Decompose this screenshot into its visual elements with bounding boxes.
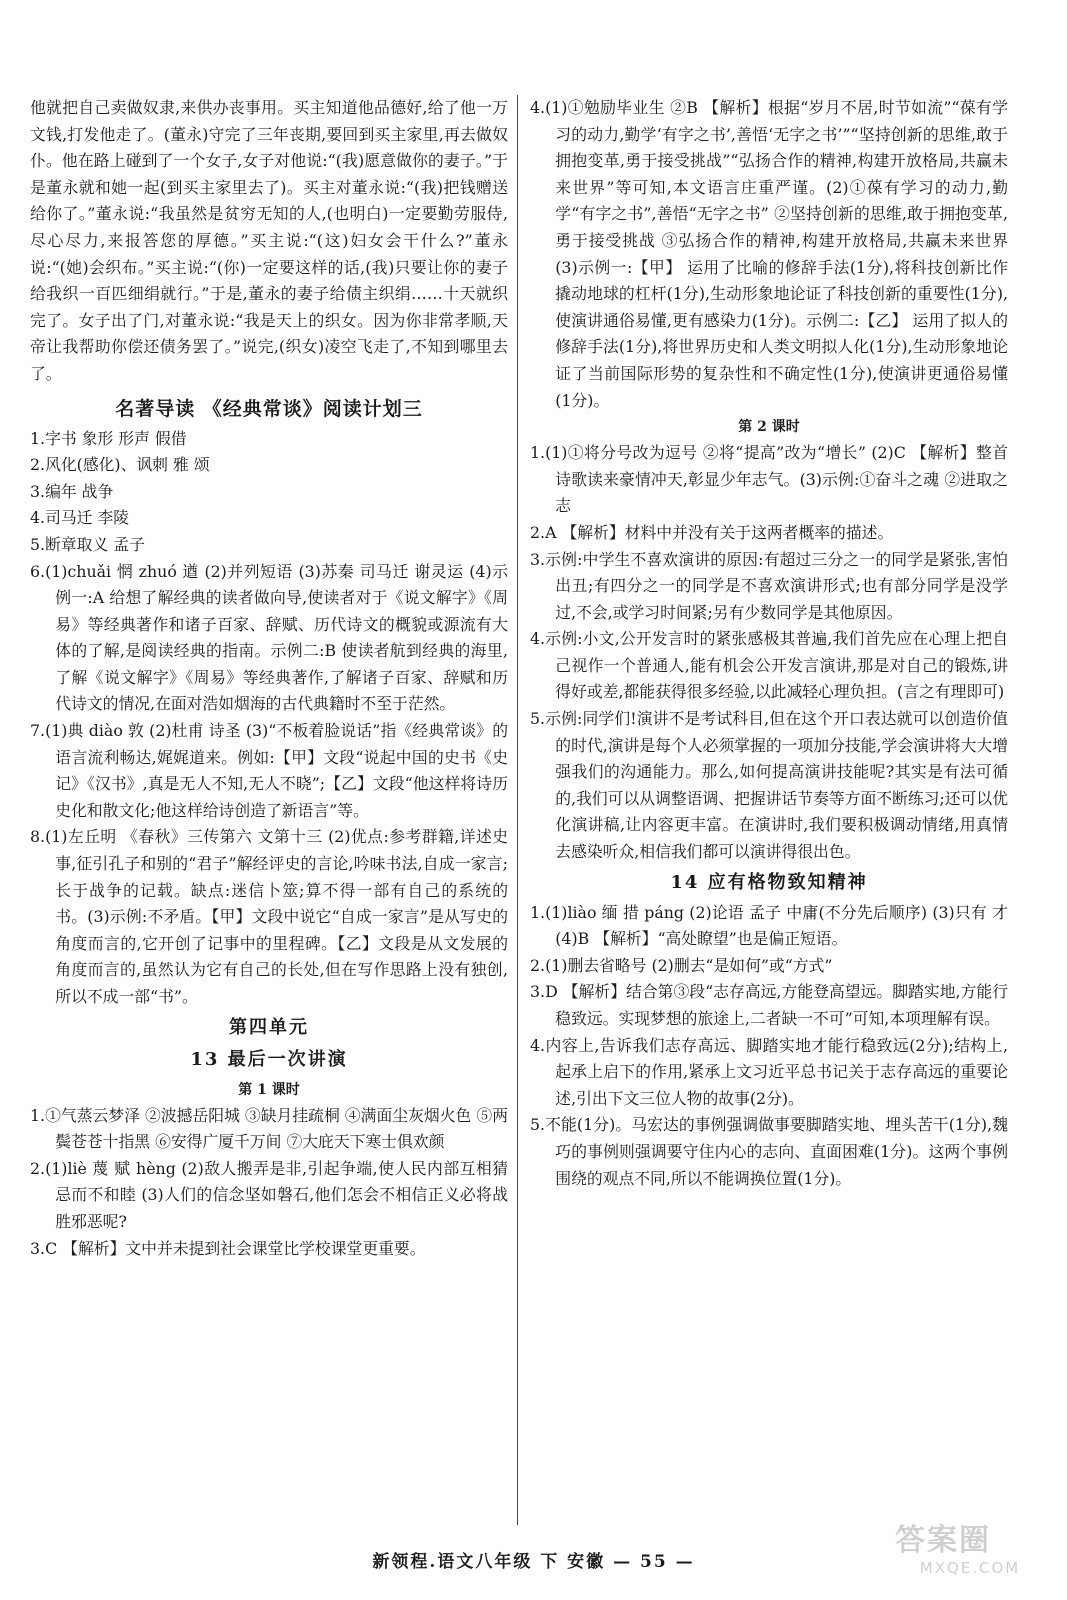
answer-item: 2.(1)liè 蔑 赋 hèng (2)敌人搬弄是非,引起争端,使人民内部互相猜忌而不和睦 (3)人们的信念坚如磐石,他们怎会不相信正义必将战胜邪恶呢? bbox=[30, 1158, 508, 1231]
answer-item: 1.①气蒸云梦泽 ②波撼岳阳城 ③缺月挂疏桐 ④满面尘灰烟火色 ⑤两鬓苍苍十指黑 ⑥安得广厦千万间 ⑦大庇天下寒士俱欢颜 bbox=[30, 1105, 508, 1152]
answer-item: 1.(1)liào 缅 措 páng (2)论语 孟子 中庸(不分先后顺序) (3)只有 才 (4)B 【解析】“高处瞭望”也是偏正短语。 bbox=[530, 902, 1008, 949]
right-column bbox=[530, 95, 1008, 1192]
page-footer: 新领程.语文八年级 下 安徽 — 55 — bbox=[372, 1552, 695, 1572]
answer-item: 5.示例:同学们!演讲不是考试科目,但在这个开口表达就可以创造价值的时代,演讲是每个人必须掌握的一项加分技能,学会演讲将大大增强我们的沟通能力。那么,如何提高演讲技能呢?其实是有法可循的,我们可以从调整语调、把握讲话节奏等方面不断练习;还可以优化演讲稿,让内容更丰富。在演讲时,我们要积极调动情绪,用真情去感染听众,相信我们都可以演讲得很出色。 bbox=[530, 709, 1008, 862]
answer-item: 1.(1)①将分号改为逗号 ②将“提高”改为“增长” (2)C 【解析】整首诗歌读来豪情冲天,彰显少年志气。(3)示例:①奋斗之魂 ②进取之志 bbox=[530, 443, 1008, 516]
answer-item: 2.风化(感化)、讽刺 雅 颂 bbox=[30, 455, 210, 475]
answer-item: 4.示例:小文,公开发言时的紧张感极其普遍,我们首先应在心理上把自己视作一个普通人,能有机会公开发言演讲,那是对自己的锻炼,讲得好或差,都能获得很多经验,以此减轻心理负担。(言之有理即可) bbox=[530, 629, 1008, 702]
answer-item: 3.D 【解析】结合第③段“志存高远,方能登高望远。脚踏实地,方能行稳致远。实现梦想的旅途上,二者缺一不可”可知,本项理解有误。 bbox=[530, 982, 1008, 1028]
lesson-subtitle: 第 1 课时 bbox=[238, 1081, 300, 1098]
paragraph: 他就把自己卖做奴隶,来供办丧事用。买主知道他品德好,给了他一万文钱,打发他走了。(董永)守完了三年丧期,要回到买主家里,再去做奴仆。他在路上碰到了一个女子,女子对他说:“(我)愿意做你的妻子。”于是董永就和她一起(到买主家里去了)。买主对董永说:“(我)把钱赠送给你了。”董永说:“我虽然是贫穷无知的人,(也明白)一定要勤劳服侍,尽心尽力,来报答您的厚德。”买主说:“(这)妇女会干什么?”董永说:“(她)会织布。”买主说:“(你)一定要这样的话,(我)只要让你的妻子给我织一百匹细绢就行。”于是,董永的妻子给债主织绢……十天就织完了。女子出了门,对董永说:“我是天上的织女。因为你非常孝顺,天帝让我帮助你偿还债务罢了。”说完,(织女)凌空飞走了,不知到哪里去了。 bbox=[30, 98, 508, 383]
answer-item: 6.(1)chuǎi 惘 zhuó 遒 (2)并列短语 (3)苏秦 司马迁 谢灵运 (4)示例一:A 给想了解经典的读者做向导,使读者对于《说文解字》《周易》等经典著作和诸子百家、辞赋、历代诗文的概貌或源流有大体的了解,是阅读经典的指南。示例二:B 使读者航到经典的海里,了解《说文解字》《周易》等经典著作,了解诸子百家、辞赋和历代诗文的情况,在面对浩如烟海的古代典籍时不至于茫然。 bbox=[30, 561, 508, 714]
page-body bbox=[30, 95, 1040, 1535]
left-column bbox=[30, 95, 508, 1262]
watermark-text: 答案圈 bbox=[895, 1523, 991, 1558]
answer-item: 3.C 【解析】文中并未提到社会课堂比学校课堂更重要。 bbox=[30, 1238, 426, 1258]
answer-item: 8.(1)左丘明 《春秋》三传第六 文第十三 (2)优点:参考群籍,详述史事,征引孔子和别的“君子”解经评史的言论,吟味书法,自成一家言;长于战争的记载。缺点:迷信卜筮;算不得一部有自己的系统的书。(3)示例:不矛盾。【甲】文段中说它“自成一家言”是从写史的角度而言的,它开创了记事中的里程碑。【乙】文段是从文发展的角度而言的,虽然认为它有自己的长处,但在写作思路上没有独创,所以不成一部“书”。 bbox=[30, 827, 508, 1006]
answer-item: 2.A 【解析】材料中并没有关于这两者概率的描述。 bbox=[530, 522, 894, 542]
answer-item: 2.(1)删去省略号 (2)删去“是如何”或“方式” bbox=[530, 955, 833, 975]
answer-item: 7.(1)典 diào 敦 (2)杜甫 诗圣 (3)“不板着脸说话”指《经典常谈》的语言流利畅达,娓娓道来。例如:【甲】文段“说起中国的史书《史记》《汉书》,真是无人不知,无人不晓”;【乙】文段“他这样将诗历史化和散文化;他这样给诗创造了新语言”等。 bbox=[30, 721, 508, 820]
answer-item: 5.断章取义 孟子 bbox=[30, 534, 145, 554]
watermark-url: MXQE.COM bbox=[919, 1559, 1021, 1577]
watermark-logo bbox=[895, 1515, 1045, 1587]
answer-item: 4.(1)①勉励毕业生 ②B 【解析】根据“岁月不居,时节如流”“葆有学习的动力,勤学‘有字之书’,善悟‘无字之书’”“坚持创新的思维,敢于拥抱变革,勇于接受挑战”“弘扬合作的精神,构建开放格局,共赢未来世界”等可知,本文语言庄重严谨。(2)①葆有学习的动力,勤学“有字之书”,善悟“无字之书” ②坚持创新的思维,敢于拥抱变革,勇于接受挑战 ③弘扬合作的精神,构建开放格局,共赢未来世界 (3)示例一:【甲】 运用了比喻的修辞手法(1分),将科技创新比作撬动地球的杠杆(1分),生动形象地论证了科技创新的重要性(1分),使演讲通俗易懂,更有感染力(1分)。示例二:【乙】 运用了拟人的修辞手法(1分),将世界历史和人类文明拟人化(1分),生动形象地论证了当前国际形势的复杂性和不确定性(1分),使演讲更通俗易懂(1分)。 bbox=[530, 98, 1008, 410]
unit-title: 14 应有格物致知精神 bbox=[670, 871, 868, 893]
answer-item: 1.字书 象形 形声 假借 bbox=[30, 428, 187, 448]
column-divider bbox=[517, 95, 518, 1525]
section-title: 名著导读 《经典常谈》阅读计划三 bbox=[115, 397, 423, 420]
unit-title: 第四单元 bbox=[229, 1016, 309, 1038]
answer-item: 4.内容上,告诉我们志存高远、脚踏实地才能行稳致远(2分);结构上,起承上启下的作用,紧承上文习近平总书记关于志存高远的重要论述,引出下文三位人物的故事(2分)。 bbox=[530, 1035, 1008, 1108]
lesson-subtitle: 第 2 课时 bbox=[738, 419, 800, 436]
answer-item: 3.示例:中学生不喜欢演讲的原因:有超过三分之一的同学是紧张,害怕出丑;有四分之一的同学是不喜欢演讲形式;也有部分同学是没学过,不会,或学习时间紧;另有少数同学是其他原因。 bbox=[530, 549, 1008, 622]
unit-title: 13 最后一次讲演 bbox=[190, 1048, 348, 1070]
answer-item: 3.编年 战争 bbox=[30, 481, 114, 501]
answer-item: 5.不能(1分)。马宏达的事例强调做事要脚踏实地、埋头苦干(1分),魏巧的事例则强调要守住内心的志向、直面困难(1分)。这两个事例围绕的观点不同,所以不能调换位置(1分)。 bbox=[530, 1115, 1008, 1188]
answer-item: 4.司马迁 李陵 bbox=[30, 508, 130, 528]
